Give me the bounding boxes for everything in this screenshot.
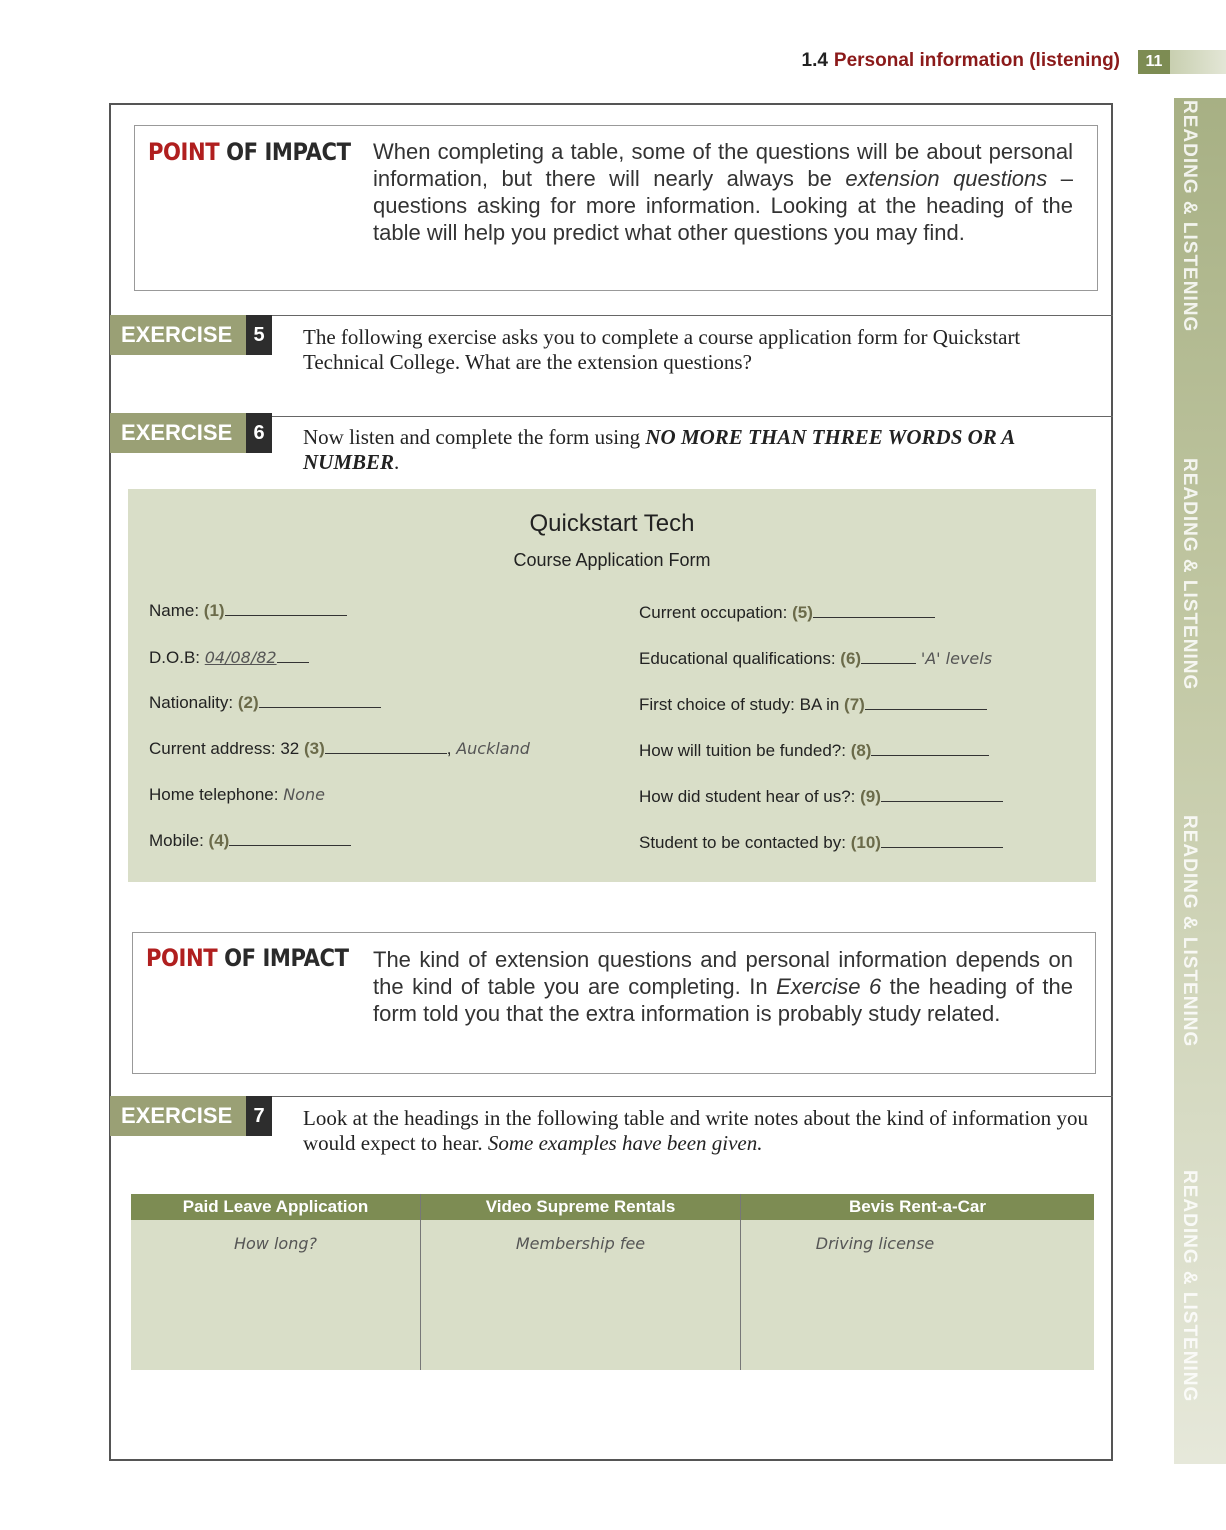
field-label: D.O.B: xyxy=(149,648,205,667)
point-of-impact-text xyxy=(373,138,1073,246)
field-study-choice xyxy=(639,695,987,715)
field-occupation xyxy=(639,603,935,623)
question-number: (7) xyxy=(844,695,865,714)
application-form xyxy=(128,489,1096,882)
question-number: (4) xyxy=(208,831,230,850)
exercise-badge xyxy=(110,413,272,453)
poi-label-impact: OF IMPACT xyxy=(226,138,351,166)
section-heading xyxy=(640,50,1120,72)
exercise-badge xyxy=(110,315,272,355)
header-color-strip xyxy=(1170,50,1226,74)
field-label: Current address: 32 xyxy=(149,739,304,758)
section-number: 1.4 xyxy=(801,50,828,71)
answer-blank[interactable] xyxy=(865,695,987,710)
field-value: Auckland xyxy=(456,739,530,758)
field-label: Nationality: xyxy=(149,693,238,712)
poi-text-emphasis: extension questions xyxy=(845,166,1048,191)
poi-text-part: – questions asking for more information. Looking at the heading of the table will help you predict what other questions you may find. xyxy=(373,166,1073,245)
field-education xyxy=(639,649,992,669)
exercise-number: 7 xyxy=(246,1096,272,1136)
answer-blank[interactable] xyxy=(325,739,447,754)
answer-blank[interactable] xyxy=(813,603,935,618)
field-nationality xyxy=(149,693,381,713)
section-title: Personal information (listening) xyxy=(833,50,1120,71)
field-label: Student to be contacted by: xyxy=(639,833,851,852)
exercise-text-part: . xyxy=(394,450,400,474)
question-number: (8) xyxy=(850,741,872,760)
table-header: Video Supreme Rentals xyxy=(421,1194,740,1220)
table-cell[interactable]: Membership fee xyxy=(515,1234,646,1253)
answer-blank[interactable] xyxy=(225,601,347,616)
poi-text-emphasis: Exercise 6 xyxy=(776,974,882,999)
field-label: First choice of study: BA in xyxy=(639,695,845,714)
question-number: (6) xyxy=(840,649,862,668)
field-label: Name: xyxy=(149,601,204,620)
answer-blank[interactable] xyxy=(259,693,381,708)
exercise-5-text: The following exercise asks you to complete a course application form for Quickstart Technical College. What are the extension questions? xyxy=(303,325,1021,374)
field-dob xyxy=(149,648,309,668)
column-divider xyxy=(420,1194,421,1370)
field-heard-of-us xyxy=(639,787,1003,807)
field-separator: , xyxy=(446,739,457,758)
form-subtitle: Course Application Form xyxy=(513,550,711,570)
field-label: Current occupation: xyxy=(639,603,793,622)
point-of-impact-label xyxy=(146,944,349,972)
field-label: Mobile: xyxy=(149,831,209,850)
table-cell[interactable]: How long? xyxy=(233,1234,317,1253)
poi-label-point: POINT xyxy=(146,944,218,972)
table-header: Bevis Rent-a-Car xyxy=(741,1194,1094,1220)
answer-underline xyxy=(277,648,309,663)
field-label: Home telephone: xyxy=(149,785,284,804)
form-title: Quickstart Tech xyxy=(529,510,695,537)
exercise-text-emphasis: NO MORE THAN THREE WORDS OR A NUMBER xyxy=(303,425,1015,474)
point-of-impact-text xyxy=(373,946,1073,1027)
field-label: Educational qualifications: xyxy=(639,649,841,668)
question-number: (10) xyxy=(850,833,881,852)
exercise-text-part: Look at the headings in the following table and write notes about the kind of information you would expect to hear. xyxy=(303,1106,1088,1155)
table-cell[interactable]: Driving license xyxy=(815,1234,935,1253)
exercise-text-emphasis: Some examples have been given. xyxy=(487,1131,763,1155)
poi-text-part: the heading of the form told you that the extra information is probably study related. xyxy=(373,974,1073,1026)
exercise-number: 5 xyxy=(246,315,272,355)
point-of-impact-label xyxy=(148,138,351,166)
question-number: (9) xyxy=(860,787,881,806)
page-number: 11 xyxy=(1138,50,1170,74)
answer-blank[interactable] xyxy=(871,741,989,756)
field-value: None xyxy=(283,785,325,804)
poi-label-impact: OF IMPACT xyxy=(224,944,349,972)
field-value: 'A' levels xyxy=(920,649,993,668)
exercise-7-text xyxy=(303,1106,1088,1156)
exercise-badge xyxy=(110,1096,272,1136)
poi-text-part: When completing a table, some of the questions will be about personal information, but there will nearly always be xyxy=(373,139,1073,191)
side-tab-label: READING & LISTENING xyxy=(1179,1170,1200,1403)
question-number: (5) xyxy=(792,603,813,622)
exercise-word: EXERCISE xyxy=(121,1103,233,1128)
question-number: (1) xyxy=(203,601,225,620)
question-number: (2) xyxy=(237,693,259,712)
poi-text-part: The kind of extension questions and personal information depends on the kind of table you are completing. In xyxy=(373,947,1073,999)
field-contact xyxy=(639,833,1003,853)
field-value: 04/08/82 xyxy=(204,648,277,667)
exercise-number: 6 xyxy=(246,413,272,453)
column-divider xyxy=(740,1194,741,1370)
exercise-word: EXERCISE xyxy=(121,322,233,347)
answer-blank[interactable] xyxy=(861,649,916,664)
field-home-telephone xyxy=(149,785,325,805)
field-label: How will tuition be funded?: xyxy=(639,741,851,760)
table-header: Paid Leave Application xyxy=(131,1194,420,1220)
answer-blank[interactable] xyxy=(881,833,1003,848)
notes-table xyxy=(131,1194,1094,1370)
side-tab-label: READING & LISTENING xyxy=(1179,458,1200,691)
field-name xyxy=(149,601,347,621)
field-label: How did student hear of us?: xyxy=(639,787,861,806)
exercise-text-part: Now listen and complete the form using xyxy=(303,425,646,449)
answer-blank[interactable] xyxy=(229,831,351,846)
question-number: (3) xyxy=(303,739,325,758)
exercise-6-text xyxy=(303,425,1093,475)
field-address xyxy=(149,739,530,759)
poi-label-point: POINT xyxy=(148,138,220,166)
answer-blank[interactable] xyxy=(881,787,1003,802)
side-tab-label: READING & LISTENING xyxy=(1179,815,1200,1048)
field-mobile xyxy=(149,831,351,851)
exercise-word: EXERCISE xyxy=(121,420,233,445)
field-tuition xyxy=(639,741,989,761)
side-tab-label: READING & LISTENING xyxy=(1179,100,1200,333)
